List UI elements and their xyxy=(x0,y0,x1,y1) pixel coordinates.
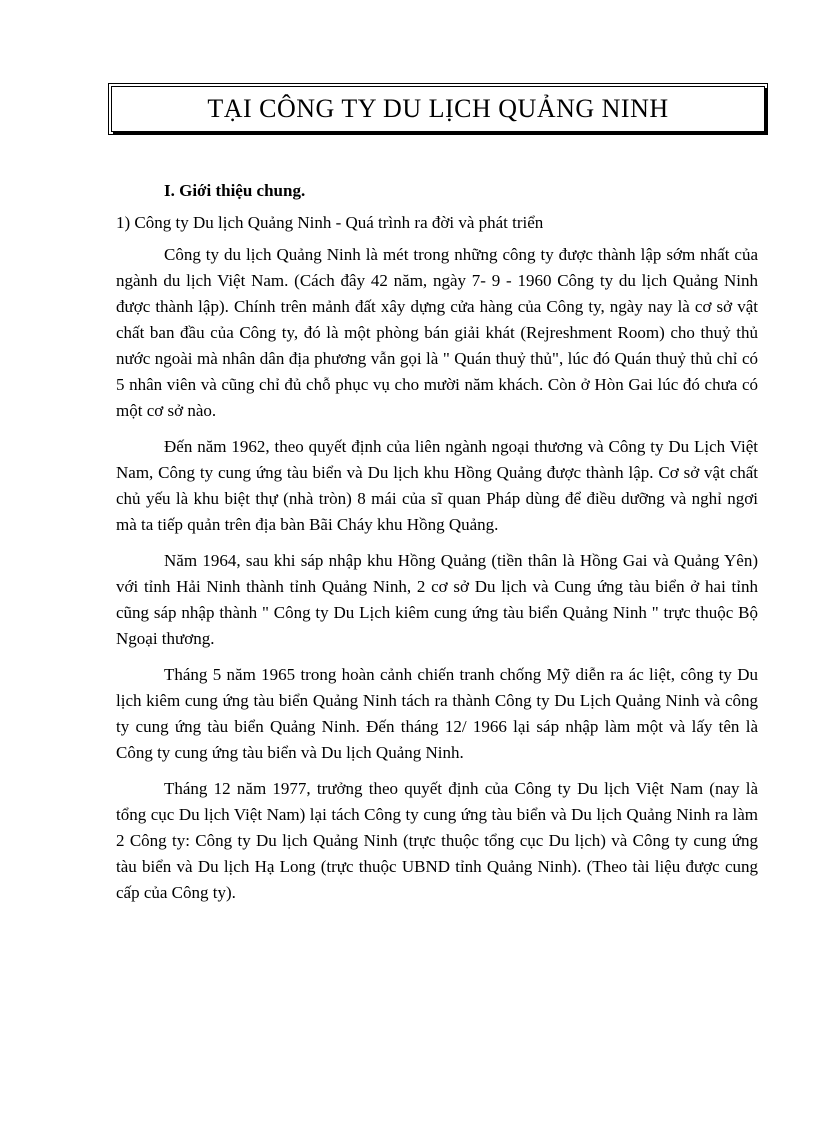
paragraph-1964: Năm 1964, sau khi sáp nhập khu Hồng Quảng (tiền thân là Hồng Gai và Quảng Yên) với tỉnh Hải Ninh thành tỉnh Quảng Ninh, 2 cơ sở Du lịch và Cung ứng tàu biển ở hai tỉnh cũng sáp nhập thành " Công ty Du Lịch kiêm cung ứng tàu biển Quảng Ninh " trực thuộc Bộ Ngoại thương. xyxy=(116,551,758,648)
paragraph-1962: Đến năm 1962, theo quyết định của liên ngành ngoại thương và Công ty Du Lịch Việt Nam, Công ty cung ứng tàu biển và Du lịch khu Hồng Quảng được thành lập. Cơ sở vật chất chủ yếu là khu biệt thự (nhà tròn) 8 mái của sĩ quan Pháp dùng để điều dưỡng và nghỉ ngơi mà ta tiếp quản trên địa bàn Bãi Cháy khu Hồng Quảng. xyxy=(116,437,758,534)
page-title: TẠI CÔNG TY DU LỊCH QUẢNG NINH xyxy=(207,94,669,123)
title-frame xyxy=(108,83,768,135)
document-body xyxy=(116,178,758,916)
subsection-heading: 1) Công ty Du lịch Quảng Ninh - Quá trình ra đời và phát triển xyxy=(116,213,544,232)
paragraph-1977: Tháng 12 năm 1977, trưởng theo quyết định của Công ty Du lịch Việt Nam (nay là tổng cục Du lịch Việt Nam) lại tách Công ty cung ứng tàu biển và Du lịch Quảng Ninh ra làm 2 Công ty: Công ty Du lịch Quảng Ninh (trực thuộc tổng cục Du lịch) và Công ty cung ứng tàu biển và Du lịch Hạ Long (trực thuộc UBND tỉnh Quảng Ninh). (Theo tài liệu được cung cấp của Công ty). xyxy=(116,779,758,902)
paragraph-1965: Tháng 5 năm 1965 trong hoàn cảnh chiến tranh chống Mỹ diễn ra ác liệt, công ty Du lịch kiêm cung ứng tàu biển Quảng Ninh tách ra thành Công ty Du Lịch Quảng Ninh và công ty cung ứng tàu biển Quảng Ninh. Đến tháng 12/ 1966 lại sáp nhập làm một và lấy tên là Công ty cung ứng tàu biển và Du lịch Quảng Ninh. xyxy=(116,665,758,762)
title-frame-inner xyxy=(111,86,765,132)
paragraph-founding: Công ty du lịch Quảng Ninh là mét trong những công ty được thành lập sớm nhất của ngành du lịch Việt Nam. (Cách đây 42 năm, ngày 7- 9 - 1960 Công ty du lịch Quảng Ninh được thành lập). Chính trên mảnh đất xây dựng cửa hàng của Công ty, ngày nay là cơ sở vật chất ban đầu của Công ty, đó là một phòng bán giải khát (Rejreshment Room) cho thuỷ thủ nước ngoài mà nhân dân địa phương vẫn gọi là " Quán thuỷ thủ", lúc đó Quán thuỷ thủ chỉ có 5 nhân viên và cũng chỉ đủ chỗ phục vụ cho mười năm khách. Còn ở Hòn Gai lúc đó chưa có một cơ sở nào. xyxy=(116,245,758,420)
section-heading: I. Giới thiệu chung. xyxy=(164,181,306,200)
